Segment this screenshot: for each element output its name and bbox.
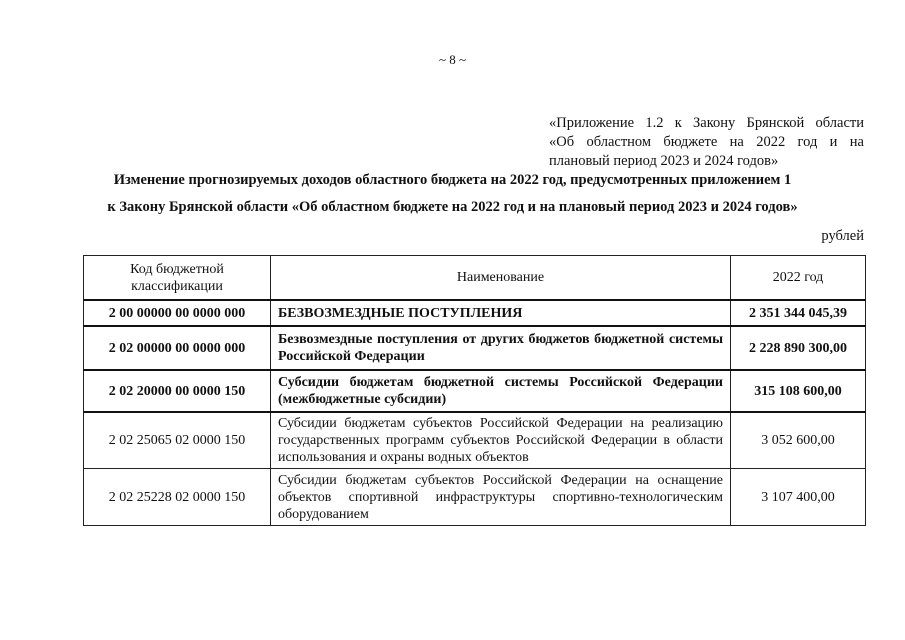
appendix-line: «Приложение 1.2 к Закону Брянской области bbox=[549, 115, 864, 131]
row-code: 2 02 25228 02 0000 150 bbox=[84, 469, 271, 526]
table-row bbox=[84, 300, 866, 326]
row-name: Безвозмездные поступления от других бюджетов бюджетной системы Российской Федерации bbox=[271, 326, 731, 370]
page-number: ~ 8 ~ bbox=[438, 52, 467, 67]
row-value: 3 052 600,00 bbox=[731, 412, 866, 469]
table-row bbox=[84, 370, 866, 412]
document-title-line2: к Закону Брянской области «Об областном бюджете на 2022 год и на плановый период 2023 и 2024 годов» bbox=[107, 199, 798, 215]
header-year: 2022 год bbox=[731, 256, 866, 301]
row-name: Субсидии бюджетам субъектов Российской Федерации на оснащение объектов спортивной инфраструктуры спортивно-технологическим оборудованием bbox=[271, 469, 731, 526]
revenue-table bbox=[83, 255, 866, 526]
table-row bbox=[84, 469, 866, 526]
row-code: 2 02 20000 00 0000 150 bbox=[84, 370, 271, 412]
row-value: 2 228 890 300,00 bbox=[731, 326, 866, 370]
row-code: 2 00 00000 00 0000 000 bbox=[84, 300, 271, 326]
row-code: 2 02 00000 00 0000 000 bbox=[84, 326, 271, 370]
row-name: Субсидии бюджетам бюджетной системы Российской Федерации (межбюджетные субсидии) bbox=[271, 370, 731, 412]
appendix-line: «Об областном бюджете на 2022 год и на bbox=[549, 134, 864, 150]
appendix-reference bbox=[549, 114, 864, 171]
row-name: Субсидии бюджетам субъектов Российской Федерации на реализацию государственных программ субъектов Российской Федерации в области использования и охраны водных объектов bbox=[271, 412, 731, 469]
row-value: 315 108 600,00 bbox=[731, 370, 866, 412]
appendix-line: плановый период 2023 и 2024 годов» bbox=[549, 153, 779, 169]
currency-unit: рублей bbox=[821, 228, 864, 244]
document-title-line1: Изменение прогнозируемых доходов областного бюджета на 2022 год, предусмотренных приложением 1 bbox=[113, 172, 792, 188]
header-name: Наименование bbox=[271, 256, 731, 301]
table-row bbox=[84, 412, 866, 469]
row-value: 3 107 400,00 bbox=[731, 469, 866, 526]
table-row bbox=[84, 326, 866, 370]
row-name: БЕЗВОЗМЕЗДНЫЕ ПОСТУПЛЕНИЯ bbox=[271, 300, 731, 326]
table-header-row bbox=[84, 256, 866, 301]
row-code: 2 02 25065 02 0000 150 bbox=[84, 412, 271, 469]
row-value: 2 351 344 045,39 bbox=[731, 300, 866, 326]
header-code: Код бюджетной классификации bbox=[84, 256, 271, 301]
